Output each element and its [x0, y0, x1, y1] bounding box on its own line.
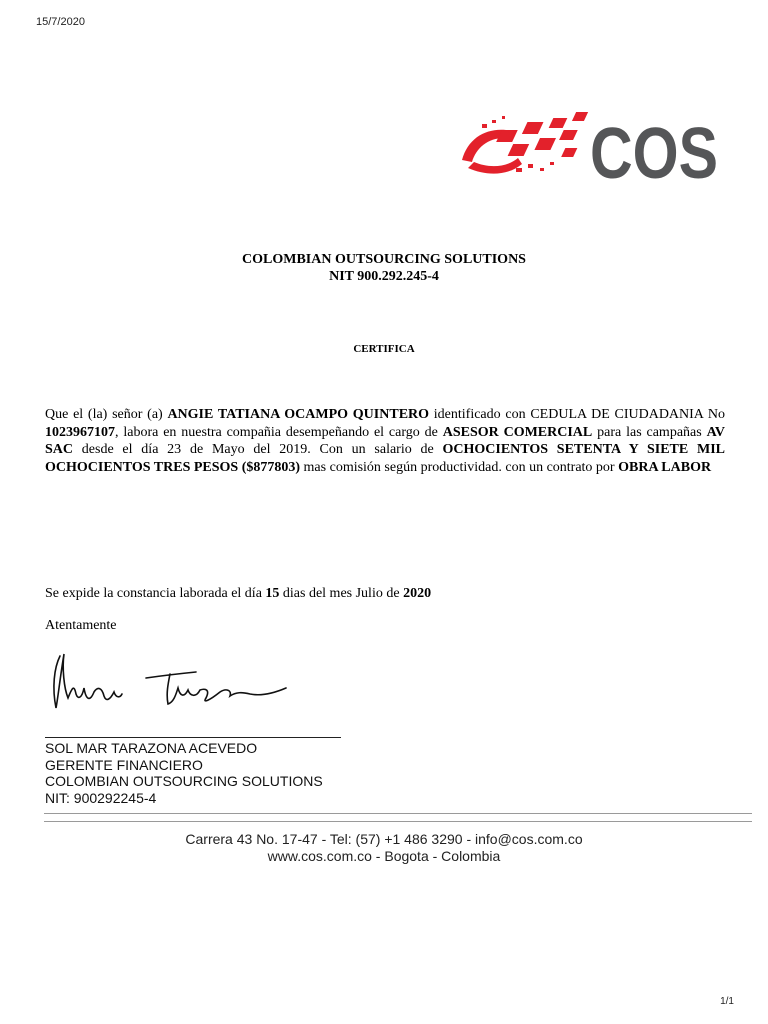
print-date: 15/7/2020 — [36, 16, 85, 28]
signer-nit: NIT: 900292245-4 — [45, 789, 157, 806]
id-number: 1023967107 — [45, 424, 115, 440]
footer — [0, 831, 768, 865]
company-heading: COLOMBIAN OUTSOURCING SOLUTIONS — [242, 252, 526, 267]
company-logo — [454, 108, 724, 194]
footer-divider-bottom — [44, 821, 752, 822]
campaign: AV SAC — [45, 424, 725, 457]
issued-line: Se expide la constancia laborada el día 15 dias del mes Julio de 2020 — [45, 586, 432, 601]
logo-text: COS — [590, 114, 718, 194]
issued-year: 2020 — [403, 586, 432, 601]
footer-address: Carrera 43 No. 17-47 - Tel: (57) +1 486 3290 - info@cos.com.co — [185, 831, 583, 847]
position: ASESOR COMERCIAL — [442, 424, 593, 440]
document-title: CERTIFICA — [353, 343, 415, 355]
signer-company: COLOMBIAN OUTSOURCING SOLUTIONS — [45, 773, 323, 789]
signature-line — [45, 737, 341, 738]
footer-divider-top — [44, 813, 752, 814]
signer-block — [45, 740, 323, 806]
closing: Atentamente — [45, 618, 117, 633]
page-number: 1/1 — [720, 996, 734, 1007]
signer-name: SOL MAR TARAZONA ACEVEDO — [45, 740, 258, 756]
contract-type: OBRA LABOR — [618, 459, 712, 475]
employee-name: ANGIE TATIANA OCAMPO QUINTERO — [167, 407, 430, 422]
company-nit-heading: NIT 900.292.245-4 — [329, 269, 439, 284]
issued-day: 15 — [265, 586, 280, 601]
certification-paragraph: Que el (la) señor (a) ANGIE TATIANA OCAMPO QUINTERO identificado con CEDULA DE CIUDADANIA No 1023967107, labora en nuestra compañia desempeñando el cargo de ASESOR COMERCIAL para las campañas AV SAC desde el día 23 de Mayo del 2019. Con un salario de OCHOCIENTOS SETENTA Y SIETE MIL OCHOCIENTOS TRES PESOS ($877803) mas comisión según productividad. con un contrato por OBRA LABOR — [45, 407, 726, 475]
signer-role: GERENTE FINANCIERO — [45, 756, 203, 773]
signature-image — [50, 648, 300, 712]
salary: OCHOCIENTOS SETENTA Y SIETE MIL OCHOCIENTOS TRES PESOS ($877803) — [45, 442, 725, 475]
footer-website: www.cos.com.co - Bogota - Colombia — [267, 848, 501, 864]
